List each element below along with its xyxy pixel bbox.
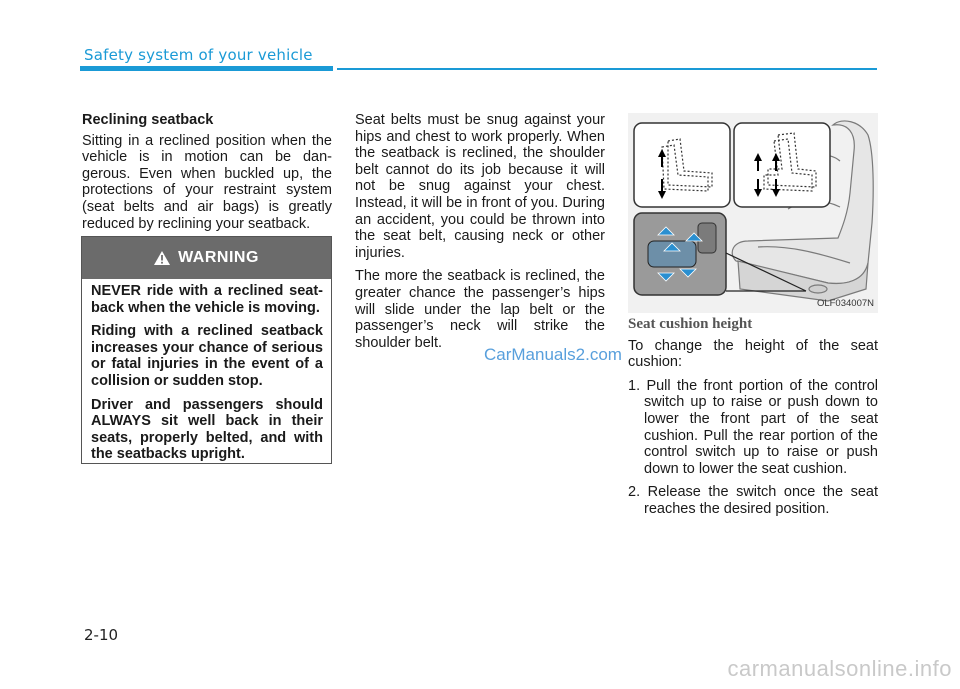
warning-paragraph: Riding with a reclined seatback increases your chance of serious or fatal injuries in the event of a collision or sudden stop. [91, 323, 323, 389]
cushion-intro: To change the height of the seat cushion: [628, 337, 878, 371]
cushion-heading: Seat cushion height [628, 316, 753, 332]
warning-box [81, 236, 332, 464]
section-title: Safety system of your vehicle [84, 46, 313, 64]
header-rule-thick [80, 66, 333, 71]
watermark-link[interactable]: CarManuals2.com [484, 345, 622, 364]
seatbelt-section [355, 112, 605, 358]
reclining-section [82, 112, 332, 239]
warning-body [91, 283, 323, 470]
cushion-section [628, 316, 878, 525]
warning-header [82, 237, 331, 279]
cushion-step: 1. Pull the front portion of the control switch up to raise or push down to lower the front part of the seat cushion. Pull the rear portion of the control switch up to raise or push down to lower the seat cushion. [628, 377, 878, 477]
warning-paragraph: NEVER ride with a reclined seat-back when the vehicle is moving. [91, 283, 323, 316]
cushion-step: 2. Release the switch once the seat reaches the desired position. [628, 484, 878, 517]
height-inset [734, 123, 830, 207]
recline-inset [634, 123, 730, 207]
footer-watermark[interactable]: carmanualsonline.info [727, 656, 952, 681]
warning-label: WARNING [178, 249, 259, 266]
seatbelt-paragraph: Seat belts must be snug against your hips and chest to work properly. When the seatback is reclined, the shoulder belt cannot do its job because it will not be snug against your chest. Instead, it will be in front of you. During an accident, you could be thrown into the seat belt, causing neck or other injuries. [355, 112, 605, 261]
page-number: 2-10 [84, 626, 119, 644]
seatbelt-paragraph: The more the seatback is reclined, the greater chance the passenger’s hips will slide under the lap belt or the passenger’s neck will strike the shoulder belt. [355, 268, 605, 351]
reclining-heading: Reclining seatback [82, 112, 214, 128]
reclining-body: Sitting in a reclined position when the vehicle is in motion can be dan-gerous. Even when buckled up, the protections of your restraint system (seat belts and air bags) is greatly reduced by reclining your seatback. [82, 132, 332, 232]
seat-diagram [628, 113, 878, 313]
header-rule-thin [337, 68, 877, 70]
warning-triangle-icon [154, 251, 170, 265]
figure-caption: OLF034007N [816, 298, 874, 309]
seat-illustration [628, 113, 878, 313]
warning-paragraph: Driver and passengers should ALWAYS sit well back in their seats, properly belted, and with the seatbacks upright. [91, 396, 323, 463]
